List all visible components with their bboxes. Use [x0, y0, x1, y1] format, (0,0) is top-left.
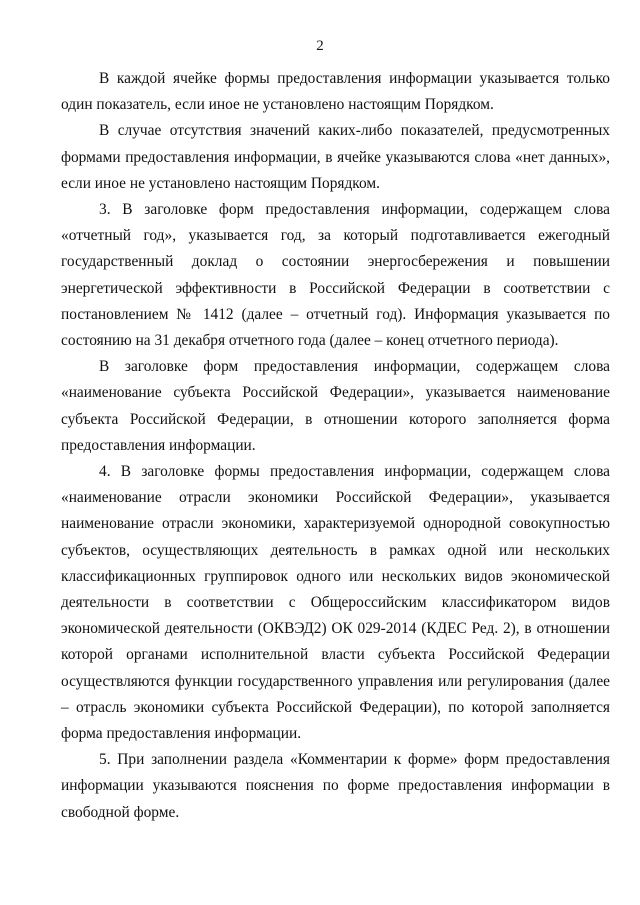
- paragraph-single-indicator: В каждой ячейке формы предоставления информации указывается только один показатель, если иное не установлено настоящим Порядком.: [61, 70, 610, 114]
- paragraph-item-4-economy-sector: 4. В заголовке формы предоставления информации, содержащем слова «наименование отрасли экономики Российской Федерации», указывается наименование отрасли экономики, характеризуемой однородной совокупностью субъектов, осуществляющих деятельность в рамках одной или нескольких классификационных группировок одного или нескольких видов экономической деятельности в соответствии с Общероссийским классификатором видов экономической деятельности (ОКВЭД2) ОК 029-2014 (КДЕС Ред. 2), в отношении которой органами исполнительной власти субъекта Российской Федерации осуществляются функции государственного управления или регулирования (далее – отрасль экономики субъекта Российской Федерации), по которой заполняется форма предоставления информации.: [61, 463, 610, 743]
- paragraph-subject-name: В заголовке форм предоставления информации, содержащем слова «наименование субъекта Российской Федерации», указывается наименование субъекта Российской Федерации, в отношении которого заполняется форма предоставления информации.: [61, 358, 610, 454]
- document-body: [61, 66, 610, 826]
- page-number: 2: [316, 38, 324, 54]
- paragraph-item-3-reporting-year: 3. В заголовке форм предоставления информации, содержащем слова «отчетный год», указывается год, за который подготавливается ежегодный государственный доклад о состоянии энергосбережения и повышении энергетической эффективности в Российской Федерации в соответствии с постановлением № 1412 (далее – отчетный год). Информация указывается по состоянию на 31 декабря отчетного года (далее – конец отчетного периода).: [61, 201, 610, 350]
- paragraph-no-data: В случае отсутствия значений каких-либо показателей, предусмотренных формами предоставления информации, в ячейке указываются слова «нет данных», если иное не установлено настоящим Порядком.: [61, 122, 610, 192]
- paragraph-item-5-comments: 5. При заполнении раздела «Комментарии к форме» форм предоставления информации указываются пояснения по форме предоставления информации в свободной форме.: [61, 751, 610, 821]
